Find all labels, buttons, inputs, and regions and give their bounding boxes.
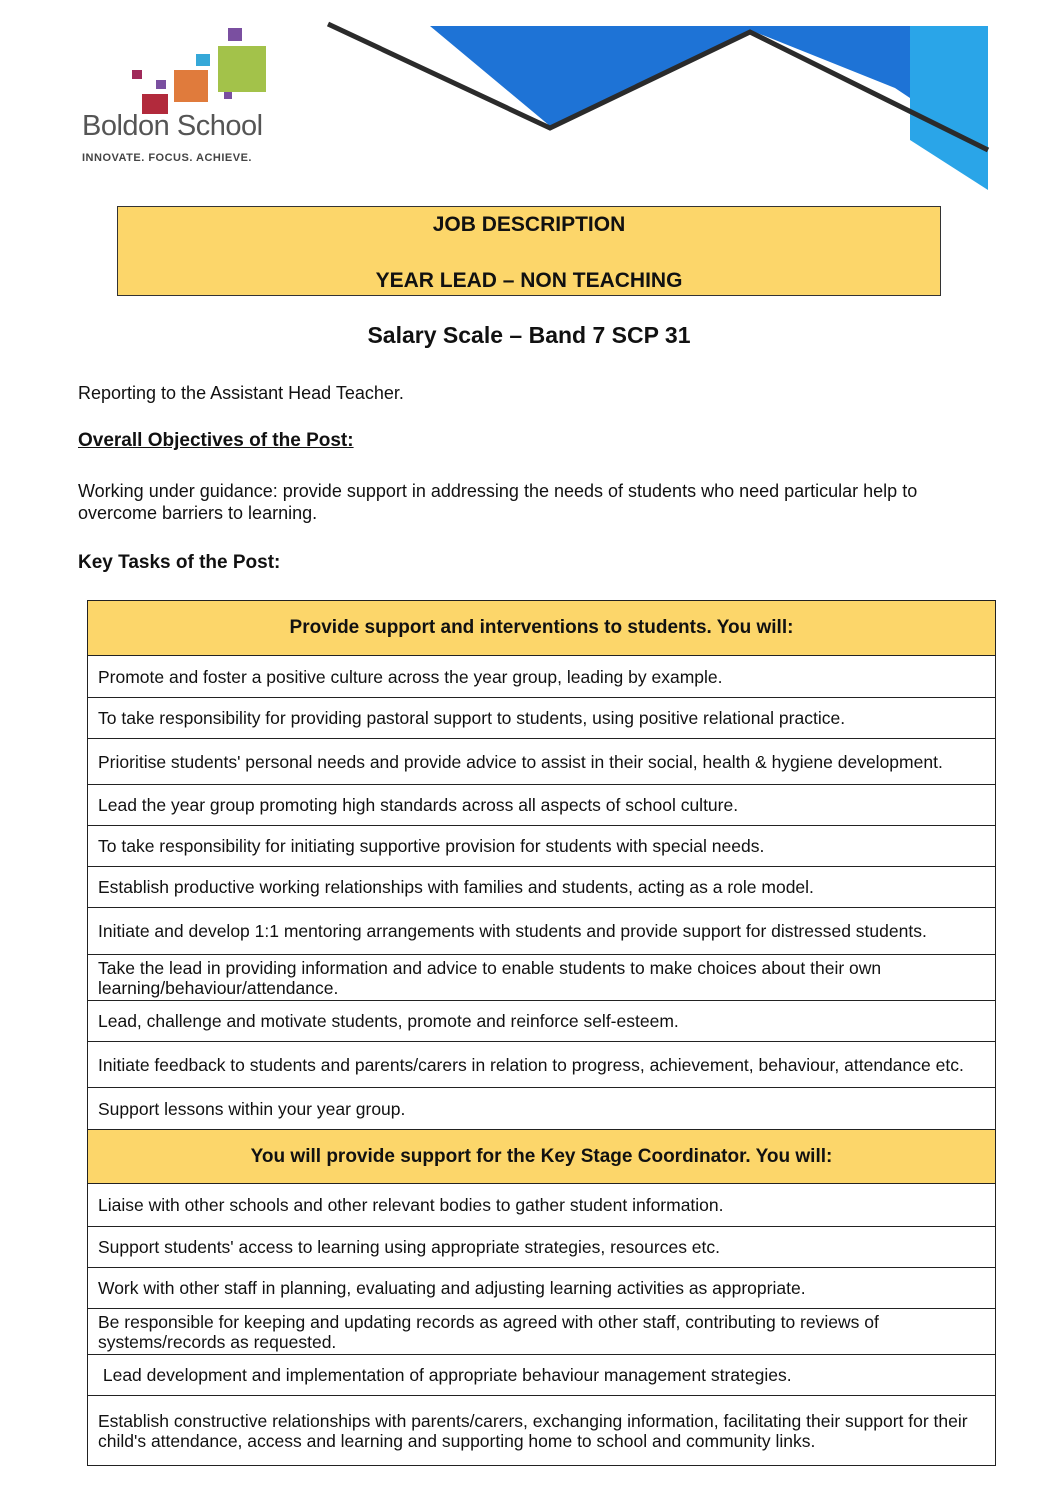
task-item: Be responsible for keeping and updating records as agreed with other staff, contributing to reviews of systems/records as requested. — [88, 1309, 996, 1355]
task-item: Initiate and develop 1:1 mentoring arrangements with students and provide support for distressed students. — [88, 908, 996, 955]
logo-squares-icon — [78, 26, 278, 116]
task-item: Lead, challenge and motivate students, promote and reinforce self-esteem. — [88, 1001, 996, 1042]
task-item: Establish productive working relationships with families and students, acting as a role model. — [88, 867, 996, 908]
task-item: Liaise with other schools and other relevant bodies to gather student information. — [88, 1184, 996, 1227]
objectives-heading: Overall Objectives of the Post: — [78, 430, 354, 451]
reporting-line: Reporting to the Assistant Head Teacher. — [78, 383, 404, 403]
job-description-heading: JOB DESCRIPTION — [432, 213, 626, 236]
task-item: Lead the year group promoting high standards across all aspects of school culture. — [88, 785, 996, 826]
task-item: Promote and foster a positive culture across the year group, leading by example. — [88, 656, 996, 698]
key-tasks-heading: Key Tasks of the Post: — [78, 552, 281, 573]
task-item: To take responsibility for providing pastoral support to students, using positive relational practice. — [88, 698, 996, 739]
task-item: Take the lead in providing information and advice to enable students to make choices about their own learning/behaviour/attendance. — [88, 955, 996, 1001]
objectives-text: Working under guidance: provide support in addressing the needs of students who need particular help to overcome barriers to learning. — [78, 481, 918, 523]
salary-scale: Salary Scale – Band 7 SCP 31 — [367, 322, 691, 348]
section-heading: You will provide support for the Key Stage Coordinator. You will: — [88, 1130, 996, 1184]
task-item: Prioritise students' personal needs and provide advice to assist in their social, health & hygiene development. — [88, 739, 996, 785]
school-tagline: INNOVATE. FOCUS. ACHIEVE. — [82, 152, 252, 164]
school-logo — [78, 26, 298, 176]
section-heading: Provide support and interventions to students. You will: — [88, 601, 996, 656]
key-tasks-table — [87, 600, 996, 1466]
job-title-box — [117, 206, 941, 296]
task-item: Support students' access to learning using appropriate strategies, resources etc. — [88, 1227, 996, 1268]
task-item: Establish constructive relationships with parents/carers, exchanging information, facilitating their support for their child's attendance, access and learning and supporting home to school and community links. — [88, 1396, 996, 1466]
task-item: Support lessons within your year group. — [88, 1088, 996, 1130]
header-banner-graphic — [320, 18, 1000, 198]
task-item: Lead development and implementation of appropriate behaviour management strategies. — [88, 1355, 996, 1396]
task-item: Initiate feedback to students and parents/carers in relation to progress, achievement, behaviour, attendance etc. — [88, 1042, 996, 1088]
task-item: To take responsibility for initiating supportive provision for students with special needs. — [88, 826, 996, 867]
school-name: Boldon School — [82, 110, 263, 142]
job-title: YEAR LEAD – NON TEACHING — [375, 269, 683, 292]
task-item: Work with other staff in planning, evaluating and adjusting learning activities as appropriate. — [88, 1268, 996, 1309]
